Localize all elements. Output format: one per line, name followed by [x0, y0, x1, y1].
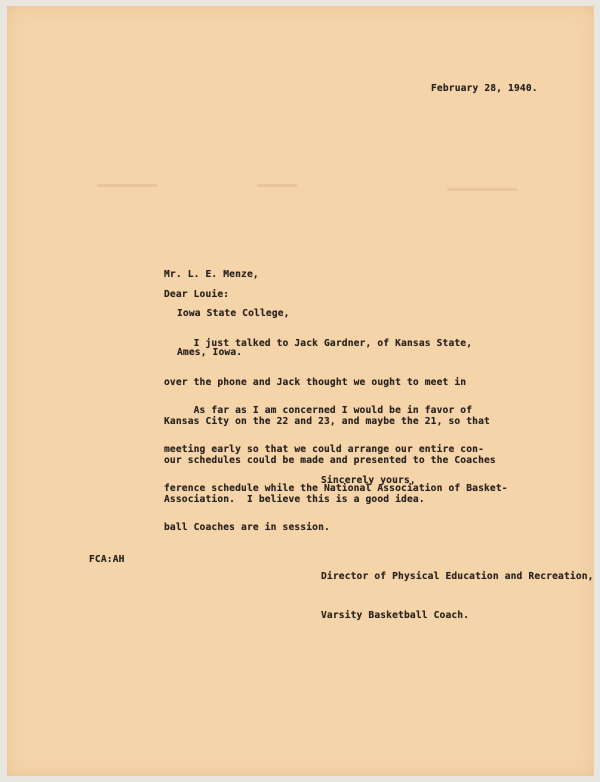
letter-page: [7, 6, 594, 776]
recipient-city: Ames, Iowa.: [177, 347, 243, 358]
bleed-through-mark: [257, 184, 297, 187]
paragraph-line: ference schedule while the National Association of Basket-: [164, 483, 508, 494]
paragraph-line: Association. I believe this is a good idea.: [164, 494, 425, 505]
signature-title: [321, 544, 594, 648]
paragraph-line: Kansas City on the 22 and 23, and maybe the 21, so that: [164, 416, 490, 427]
typist-initials: FCA:AH: [89, 554, 125, 565]
signature-title-line-2: Varsity Basketball Coach.: [321, 610, 470, 621]
paragraph-line: I just talked to Jack Gardner, of Kansas State,: [164, 338, 473, 349]
paragraph-line: As far as I am concerned I would be in favor of: [164, 405, 473, 416]
recipient-name: Mr. L. E. Menze,: [164, 269, 259, 280]
signature-title-line-1: Director of Physical Education and Recreation,: [321, 571, 594, 582]
recipient-institution: Iowa State College,: [177, 308, 290, 319]
bleed-through-mark: [447, 188, 517, 191]
paragraph-line: our schedules could be made and presented to the Coaches: [164, 455, 496, 466]
bleed-through-mark: [97, 184, 157, 187]
salutation: Dear Louie:: [164, 289, 230, 300]
paragraph-line: ball Coaches are in session.: [164, 522, 330, 533]
letter-date: February 28, 1940.: [431, 83, 538, 94]
closing: Sincerely yours,: [321, 475, 416, 486]
paragraph-line: over the phone and Jack thought we ought to meet in: [164, 377, 467, 388]
body-paragraph-2: [164, 378, 508, 560]
paragraph-line: meeting early so that we could arrange our entire con-: [164, 444, 484, 455]
